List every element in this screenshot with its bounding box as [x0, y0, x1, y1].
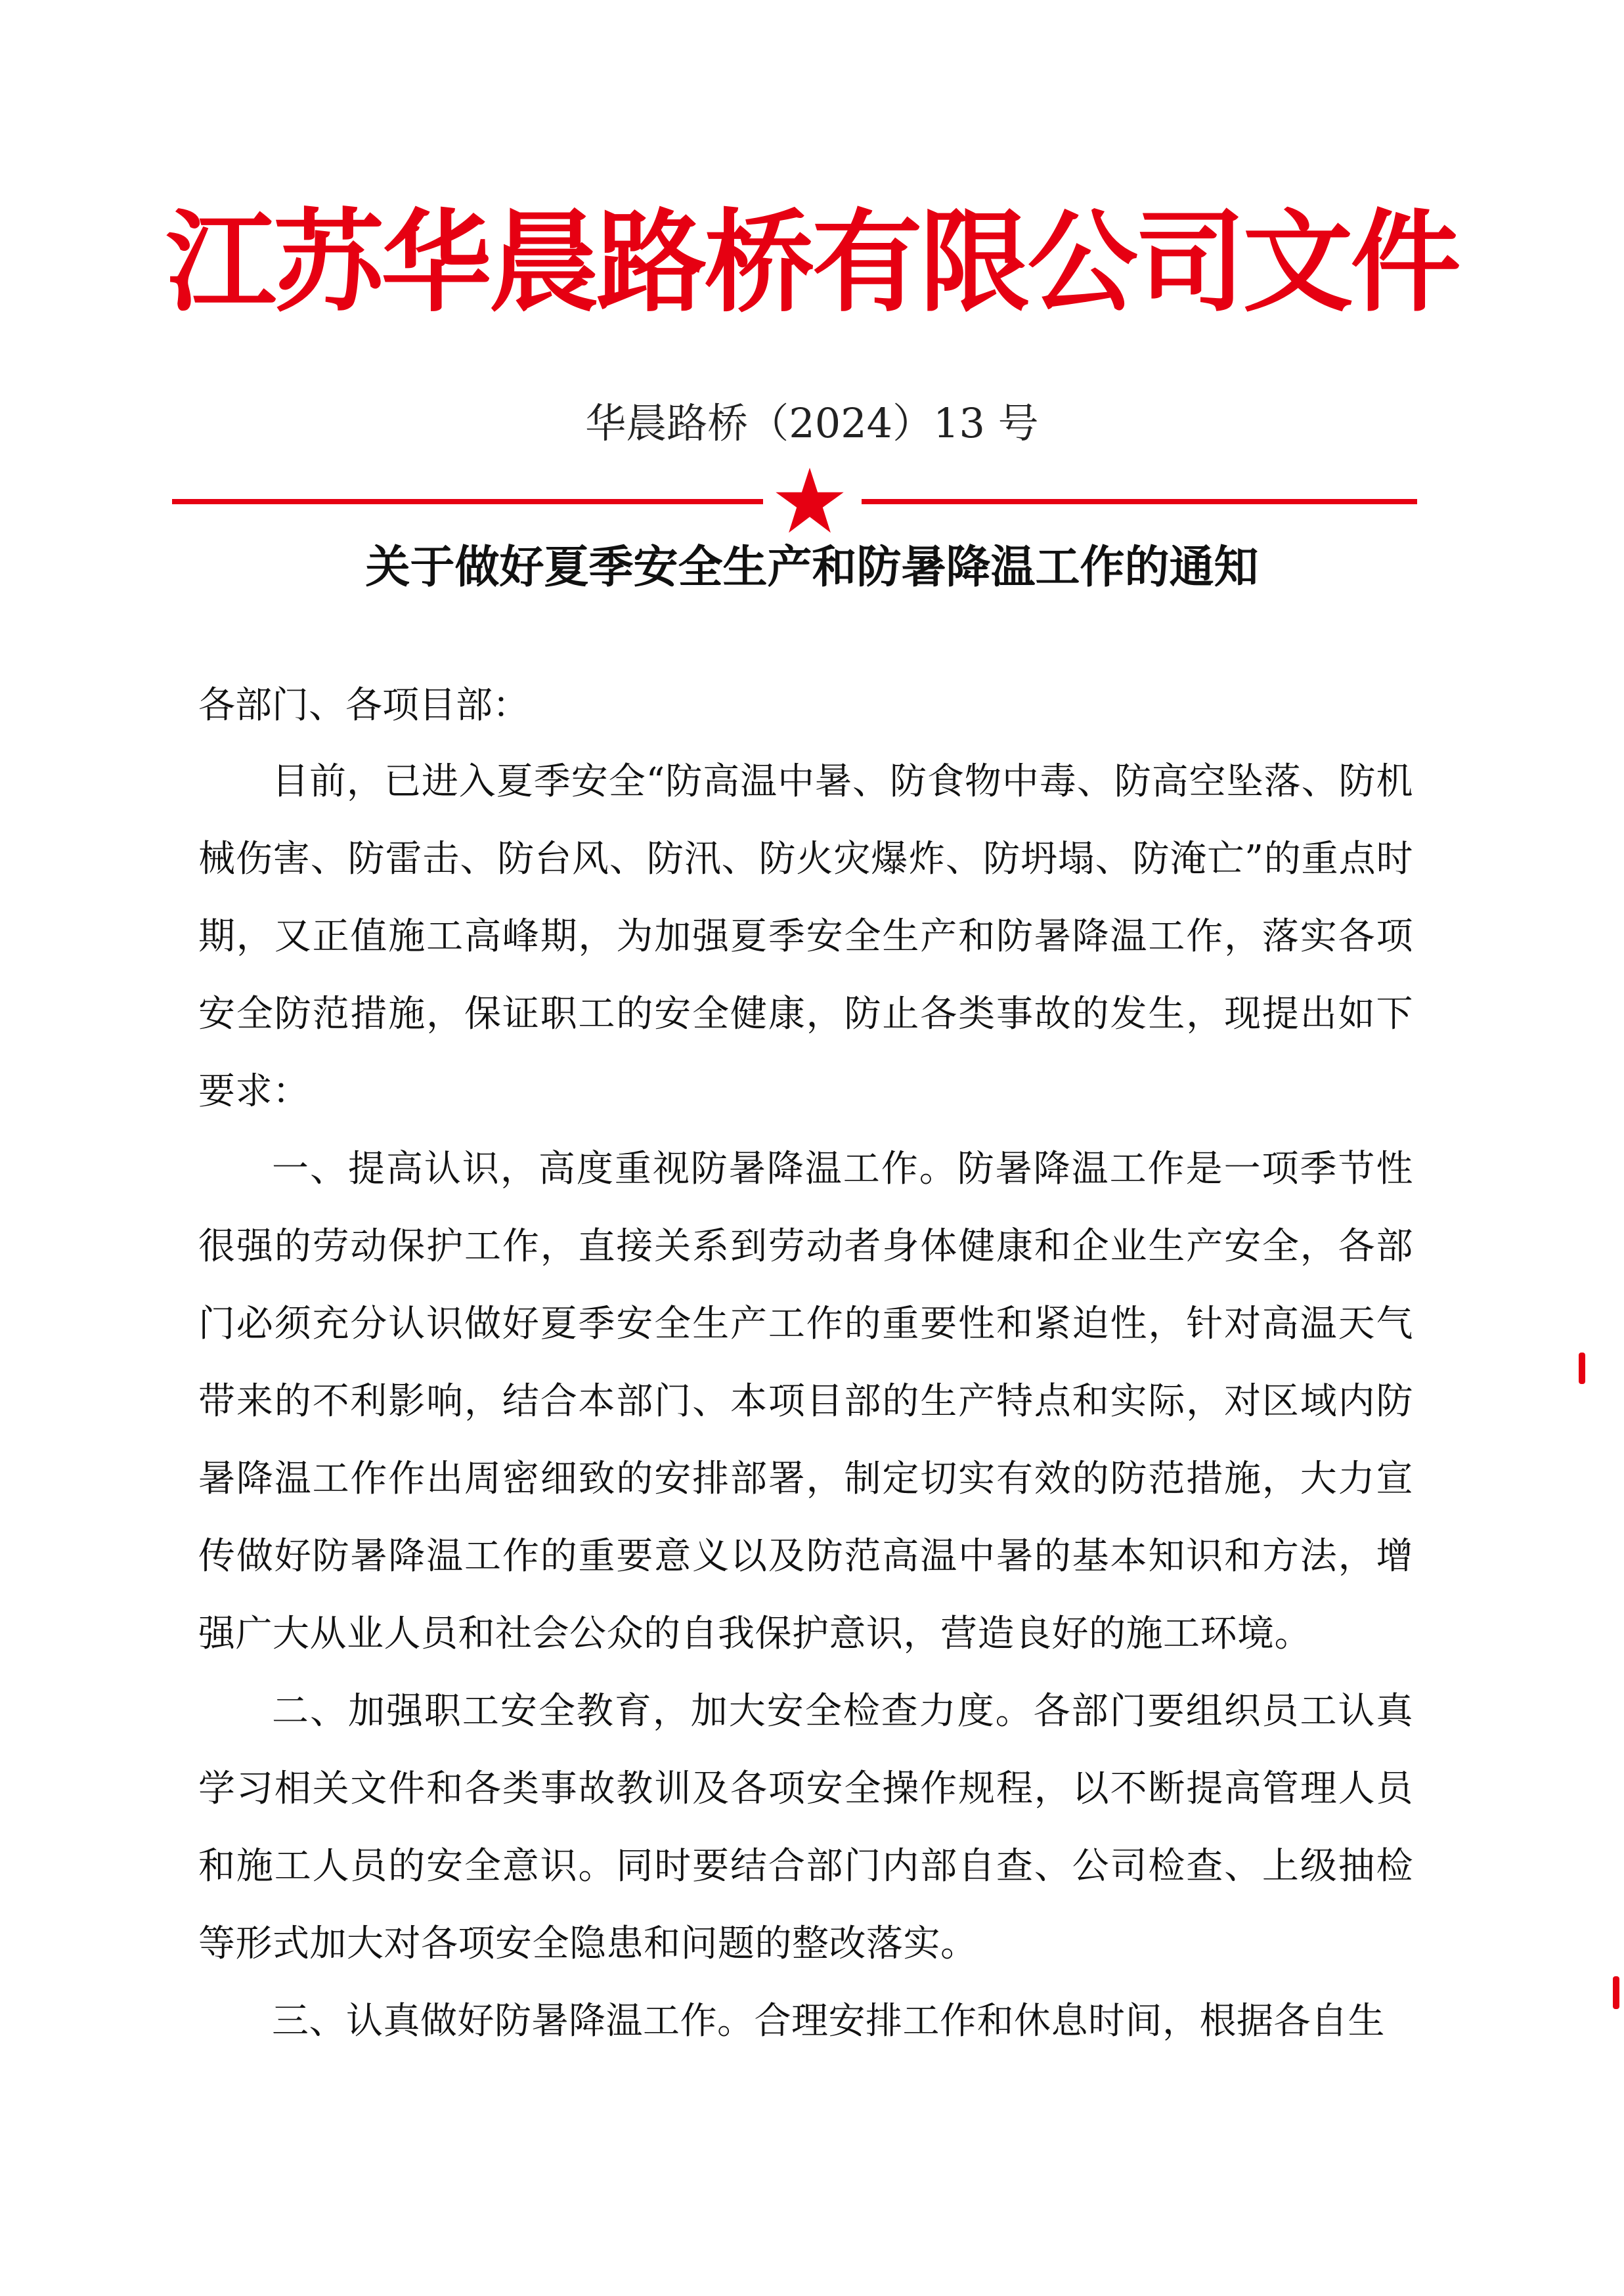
salutation: 各部门、各项目部： — [198, 684, 529, 727]
notice-title: 关于做好夏季安全生产和防暑降温工作的通知 — [365, 542, 1259, 594]
body-paragraph: 三、认真做好防暑降温工作。合理安排工作和休息时间，根据各自生 — [272, 2000, 1385, 2043]
body-paragraph: 一、提高认识，高度重视防暑降温工作。防暑降温工作是一项季节性很强的劳动保护工作，直接关系到劳动者身体健康和企业生产安全，各部门必须充分认识做好夏季安全生产工作的重要性和紧迫性，针对高温天气带来的不利影响，结合本部门、本项目部的生产特点和实际，对区域内防暑降温工作作出周密细致的安排部署，制定切实有效的防范措施，大力宣传做好防暑降温工作的重要意义以及防范高温中暑的基本知识和方法，增强广大从业人员和社会公众的自我保护意识，营造良好的施工环境。 — [198, 1148, 1413, 1655]
seal-edge-mark — [1613, 1976, 1619, 2009]
document-number: 华晨路桥（2024）13 号 — [585, 399, 1039, 447]
red-divider-left — [172, 499, 763, 504]
star-icon — [774, 465, 846, 537]
masthead-title: 江苏华晨路桥有限公司文件 — [165, 198, 1459, 327]
seal-edge-mark — [1579, 1353, 1585, 1384]
body-paragraph: 二、加强职工安全教育，加大安全检查力度。各部门要组织员工认真学习相关文件和各类事故教训及各项安全操作规程，以不断提高管理人员和施工人员的安全意识。同时要结合部门内部自查、公司检查、上级抽检等形式加大对各项安全隐患和问题的整改落实。 — [198, 1690, 1413, 1965]
body-paragraph: 目前，已进入夏季安全“防高温中暑、防食物中毒、防高空坠落、防机械伤害、防雷击、防台风、防汛、防火灾爆炸、防坍塌、防淹亡”的重点时期，又正值施工高峰期，为加强夏季安全生产和防暑降温工作，落实各项安全防范措施，保证职工的安全健康，防止各类事故的发生，现提出如下要求： — [198, 760, 1413, 1113]
notice-body — [198, 743, 1413, 2060]
red-divider-right — [862, 499, 1417, 504]
